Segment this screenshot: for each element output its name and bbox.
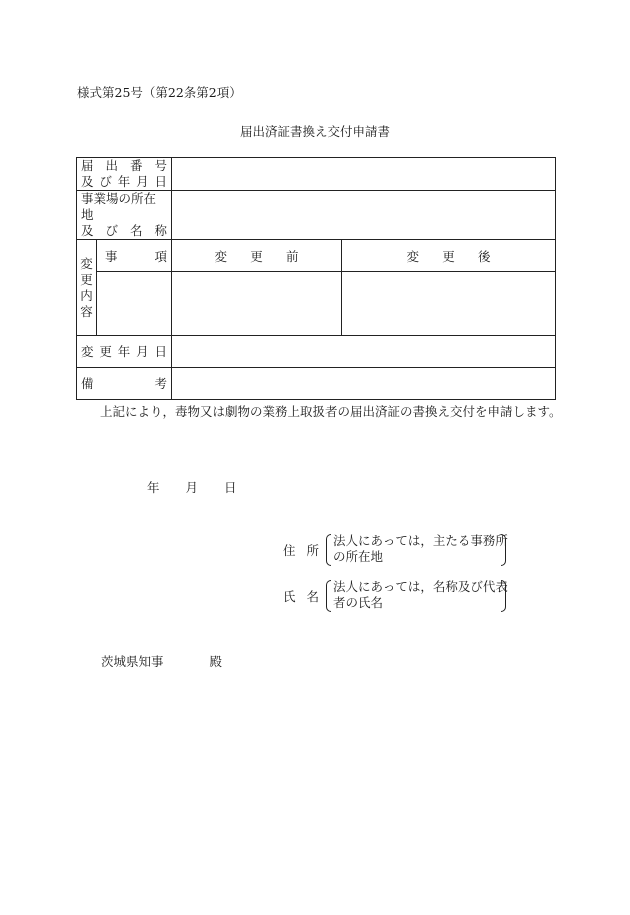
row-notification-number: [77, 158, 556, 191]
field-notification-number[interactable]: [172, 158, 556, 191]
field-before-change[interactable]: [172, 272, 342, 336]
header-before-change: 変 更 前: [172, 240, 342, 272]
address-note: 法人にあっては，主たる事務所 の所在地: [326, 533, 506, 565]
row-remarks: [77, 368, 556, 400]
application-date: [147, 478, 237, 496]
date-month-label: 月: [185, 480, 199, 495]
address-label: 住 所: [283, 543, 319, 558]
applicant-name: [283, 579, 513, 613]
row-change-date: [77, 336, 556, 368]
field-after-change[interactable]: [342, 272, 556, 336]
date-day-label: 日: [224, 480, 237, 495]
addressee-name: 茨城県知事: [101, 654, 164, 669]
row-change-header: [77, 240, 556, 272]
addressee-honorific: 殿: [209, 654, 223, 669]
field-remarks[interactable]: [172, 368, 556, 400]
name-label: 氏 名: [283, 589, 319, 604]
field-change-item[interactable]: [97, 272, 172, 336]
label-change-date: 変 更 年 月 日: [77, 336, 172, 368]
row-change-contents: [77, 272, 556, 336]
field-business-location[interactable]: [172, 191, 556, 240]
label-notification-number: 届 出 番 号 及 び 年 月 日: [77, 158, 172, 191]
date-year-label: 年: [147, 480, 160, 495]
header-after-change: 変 更 後: [342, 240, 556, 272]
label-business-location: 事業場の所在地 及 び 名 称: [77, 191, 172, 240]
row-business-location: [77, 191, 556, 240]
label-remarks: 備 考: [77, 368, 172, 400]
field-change-date[interactable]: [172, 336, 556, 368]
name-note: 法人にあっては，名称及び代表 者の氏名: [326, 579, 506, 611]
application-form-table: [76, 157, 556, 400]
header-item: 事 項: [97, 240, 172, 272]
application-statement: 上記により，毒物又は劇物の業務上取扱者の届出済証の書換え交付を申請します。: [100, 404, 562, 419]
form-number: 様式第25号（第22条第2項）: [77, 85, 242, 100]
document-title: 届出済証書換え交付申請書: [239, 124, 390, 139]
applicant-address: [283, 533, 513, 567]
label-change-contents: 変更内容: [77, 240, 97, 336]
addressee: [101, 652, 222, 670]
